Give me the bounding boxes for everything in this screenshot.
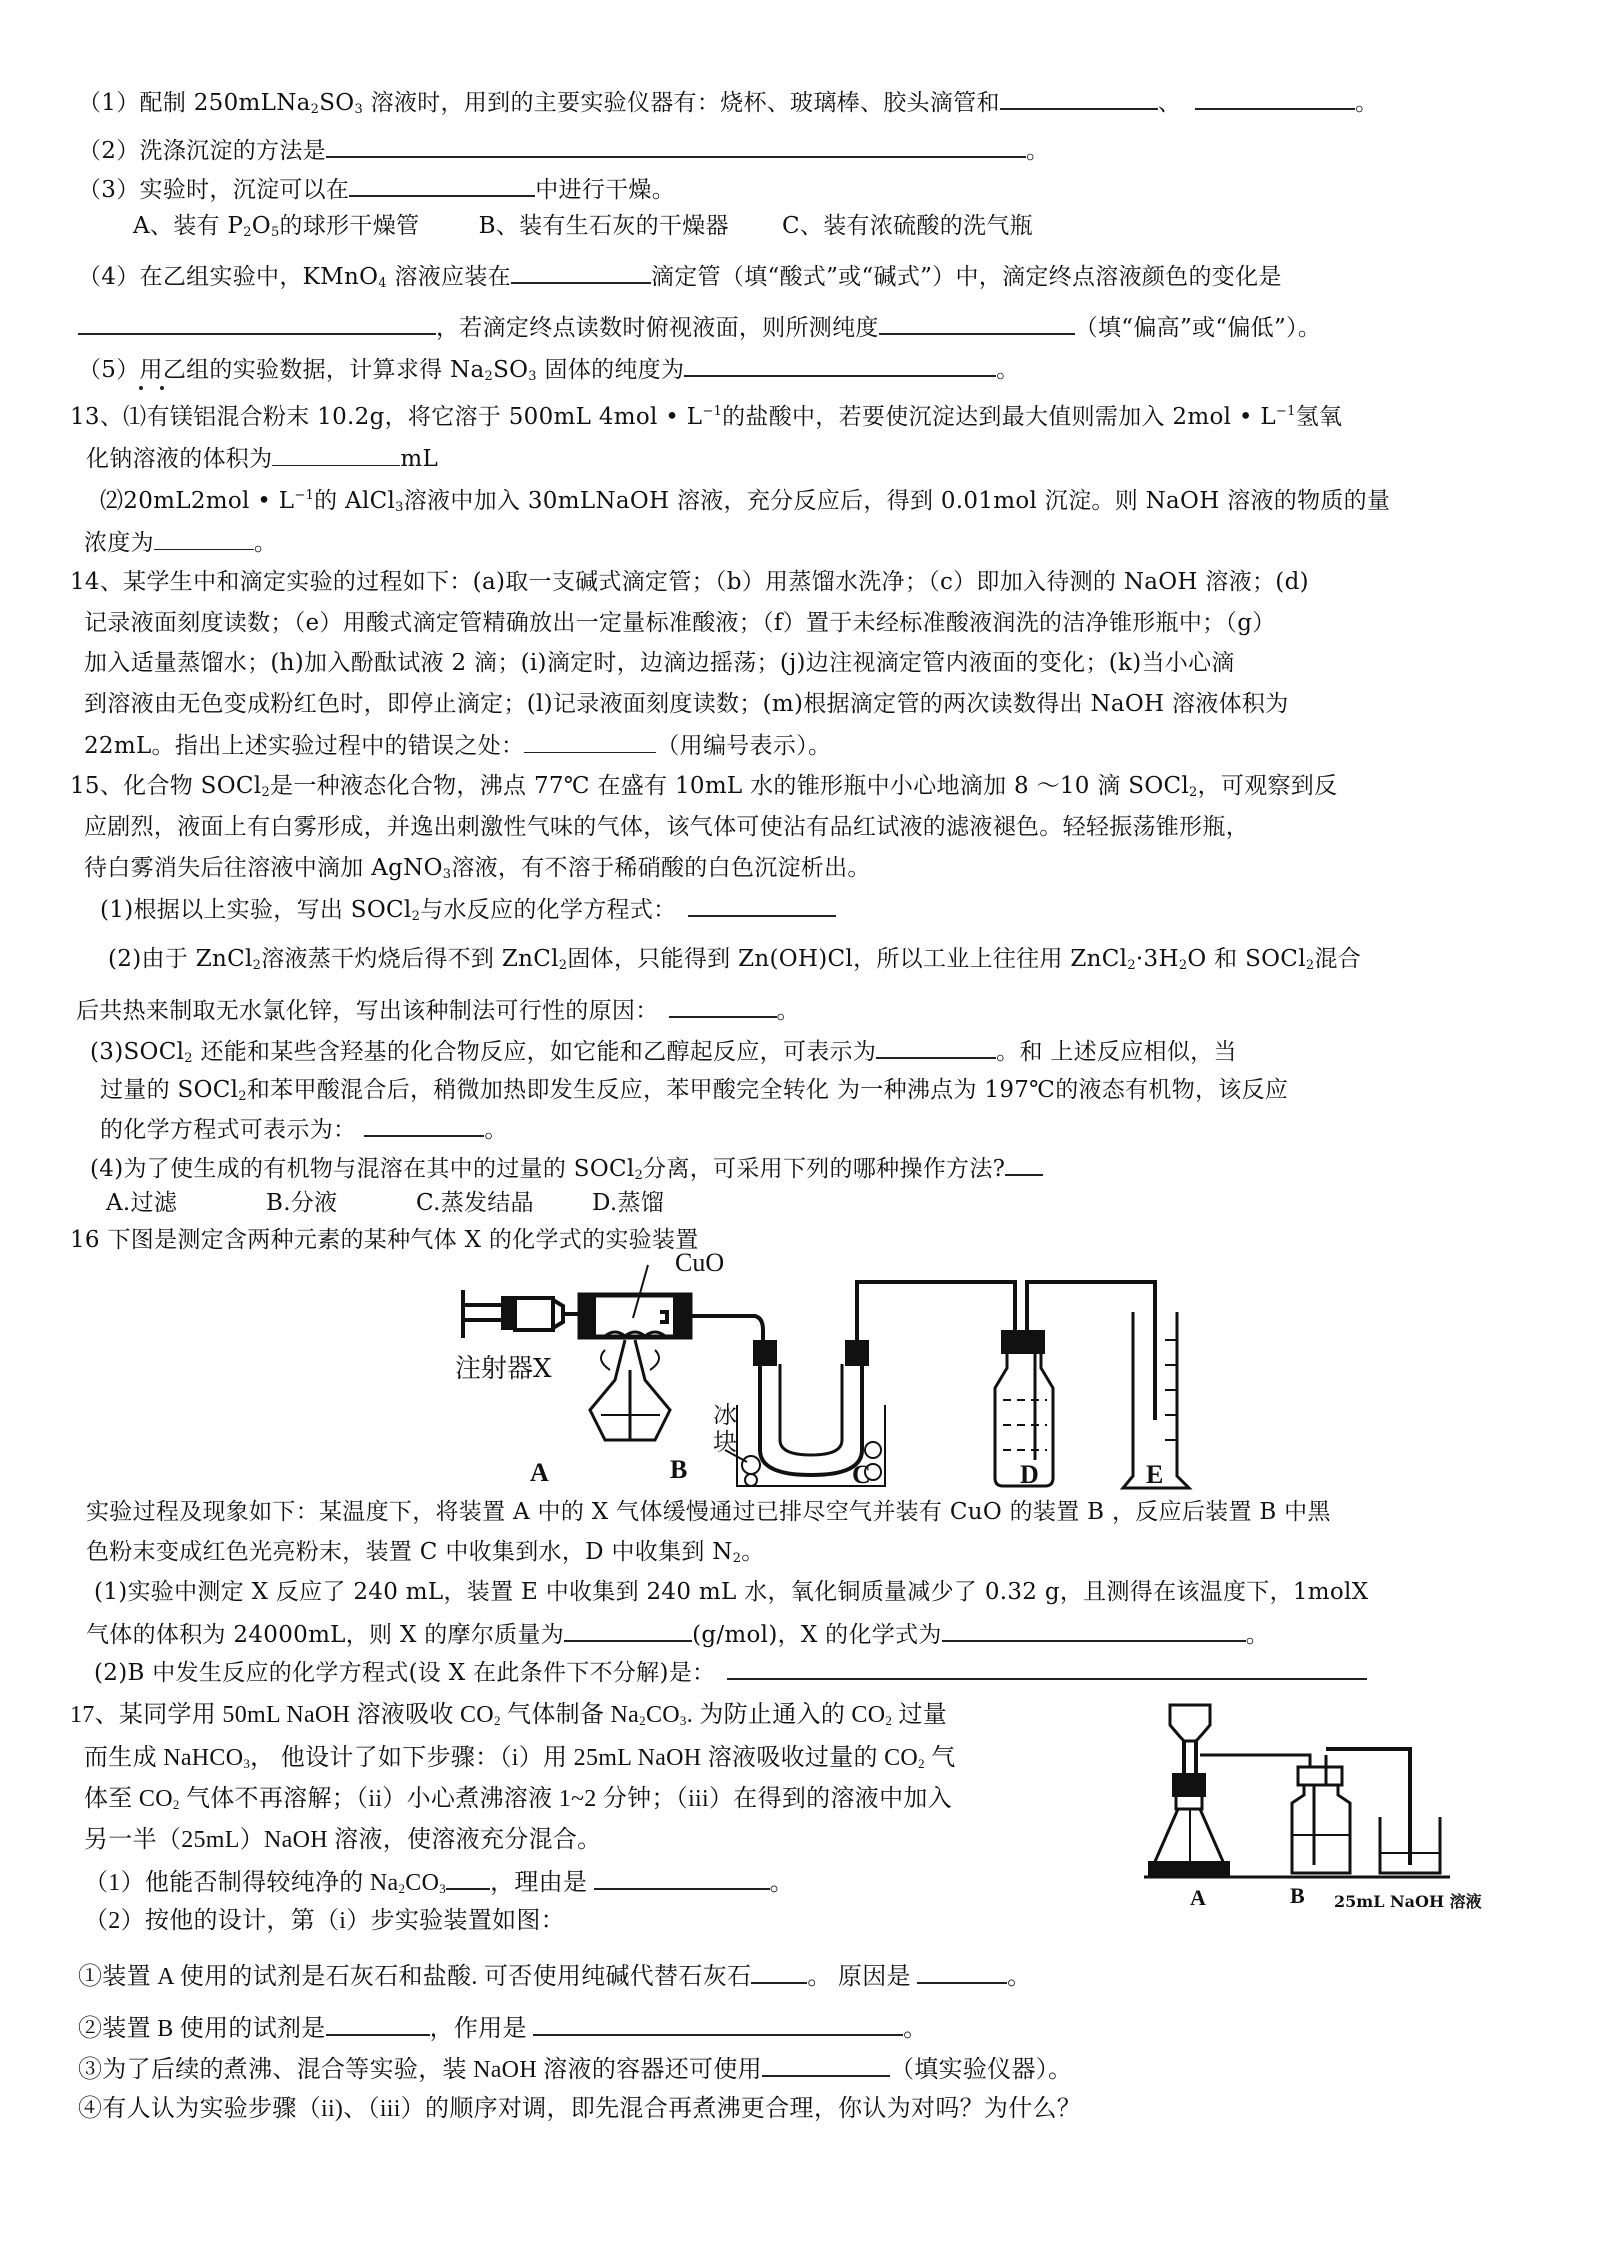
q12-part1 xyxy=(78,86,1378,118)
subscript: 2 xyxy=(1305,958,1315,973)
q12-part3 xyxy=(78,173,675,205)
subscript: 2 xyxy=(493,1713,501,1728)
subscript: 4 xyxy=(378,276,387,291)
q17-text: ①装置 A 使用的试剂是石灰石和盐酸. 可否使用纯碱代替石灰石 xyxy=(78,1964,752,1990)
q15-part2 xyxy=(108,944,1361,974)
answer-blank[interactable] xyxy=(762,2053,890,2077)
subscript: 2 xyxy=(261,785,271,800)
q17-sub2 xyxy=(78,2012,927,2044)
subscript: 2 xyxy=(243,225,252,240)
option-b[interactable]: B、装有生石灰的干燥器 xyxy=(478,213,729,239)
subscript: 2 xyxy=(1189,785,1198,800)
q17-text: （1）他能否制得较纯净的 Na xyxy=(84,1870,399,1896)
q14-line3: 加入适量蒸馏水；(h)加入酚酞试液 2 滴；(i)滴定时，边滴边摇荡；(j)边注视滴定管内液面的变化；(k)当小心滴 xyxy=(84,650,1235,676)
separator: 、 xyxy=(1157,90,1182,116)
q15-text: 溶液蒸干灼烧后得不到 ZnCl xyxy=(261,946,559,972)
subscript: 2 xyxy=(184,1051,193,1066)
q17-sub3 xyxy=(78,2053,1072,2085)
subscript: 3 xyxy=(679,1713,687,1728)
q17-text: CO xyxy=(645,1702,680,1728)
label-d: D xyxy=(1020,1460,1039,1489)
answer-blank[interactable] xyxy=(326,134,1026,158)
superscript: −1 xyxy=(702,404,723,419)
q17-part2: （2）按他的设计，第（i）步实验装置如图： xyxy=(84,1908,565,1934)
q15-text: ·3H xyxy=(1135,946,1179,972)
subscript: 2 xyxy=(398,1881,406,1896)
q13-text: 氢氧 xyxy=(1295,404,1343,430)
q16-text: 气体的体积为 24000mL，则 X 的摩尔质量为 xyxy=(86,1622,565,1648)
q15-text: 和苯甲酸混合后，稍微加热即发生反应，苯甲酸完全转化 为一种沸点为 197℃的液态有机物，该反应 xyxy=(246,1077,1289,1103)
subscript: 2 xyxy=(252,958,262,973)
answer-blank[interactable] xyxy=(524,730,656,753)
q15-part3-cont xyxy=(100,1075,1288,1105)
q15-text: 混合 xyxy=(1314,946,1362,972)
q17-text: CO xyxy=(405,1870,440,1896)
emphasis-dot xyxy=(160,386,164,390)
answer-blank[interactable] xyxy=(533,2012,903,2036)
q15-text: 15、化合物 SOCl xyxy=(70,773,262,799)
answer-blank[interactable] xyxy=(917,1960,1007,1984)
label-c: C xyxy=(852,1460,871,1489)
q17-text: 气体不再溶解；（ii）小心煮沸溶液 1~2 分钟；（iii）在得到的溶液中加入 xyxy=(179,1786,952,1812)
q17-text: ，作用是 xyxy=(429,2016,534,2042)
label-e: E xyxy=(1146,1460,1164,1489)
answer-blank[interactable] xyxy=(751,1960,807,1984)
q17-text: ③为了后续的煮沸、混合等实验，装 NaOH 溶液的容器还可使用 xyxy=(78,2057,762,2083)
subscript: 2 xyxy=(484,369,494,384)
q13-text: 的盐酸中，若要使沉淀达到最大值则需加入 2mol • L xyxy=(722,404,1276,430)
answer-blank[interactable] xyxy=(326,2012,430,2036)
q15-text: (4)为了使生成的有机物与混溶在其中的过量的 SOCl xyxy=(90,1156,635,1182)
q12-part1-text: SO xyxy=(319,90,355,116)
answer-blank[interactable] xyxy=(876,1035,996,1059)
q13-text: ⑵20mL2mol • L xyxy=(100,488,295,514)
q16-part1-cont xyxy=(86,1618,1269,1650)
q13-text: 13、⑴有镁铝混合粉末 10.2g，将它溶于 500mL 4mol • L xyxy=(70,404,703,430)
q15-part1 xyxy=(100,893,836,925)
period: 。 xyxy=(1025,138,1050,164)
answer-blank[interactable] xyxy=(511,260,651,284)
q15-text: O 和 SOCl xyxy=(1187,946,1306,972)
q15-text: (3)SOCl xyxy=(90,1039,185,1065)
unit: mL xyxy=(400,446,439,472)
q15-text: (1)根据以上实验，写出 SOCl xyxy=(100,897,412,923)
q12-part4-cont xyxy=(78,311,1321,343)
q12-part5-text: （5）用乙组的实验数据，计算求得 Na xyxy=(78,357,485,383)
q13-text: 溶液中加入 30mLNaOH 溶液，充分反应后，得到 0.01mol 沉淀。则 NaOH 溶液的物质的量 xyxy=(403,488,1391,514)
apparatus-figure-q16 xyxy=(455,1250,1195,1495)
q14-line4: 到溶液由无色变成粉红色时，即停止滴定；(l)记录液面刻度读数；(m)根据滴定管的两次读数得出 NaOH 溶液体积为 xyxy=(84,691,1289,717)
ice-label-2: 块 xyxy=(713,1428,737,1456)
answer-blank[interactable] xyxy=(594,1866,770,1890)
q17-line1 xyxy=(70,1700,947,1730)
answer-blank[interactable] xyxy=(684,353,996,377)
label-a: A xyxy=(530,1458,549,1487)
subscript: 3 xyxy=(395,500,404,515)
answer-blank[interactable] xyxy=(688,893,836,917)
q12-part5 xyxy=(78,353,1020,385)
q15-text: 后共热来制取无水氯化锌，写出该种制法可行性的原因： xyxy=(76,998,659,1024)
q15-text: ，可观察到反 xyxy=(1197,773,1338,799)
q15-text: 待白雾消失后往溶液中滴加 AgNO xyxy=(84,855,443,881)
subscript: 3 xyxy=(354,102,364,117)
period: 。 xyxy=(769,1870,794,1896)
subscript: 2 xyxy=(732,1551,742,1566)
subscript: 2 xyxy=(411,909,421,924)
q13-line2 xyxy=(86,443,438,474)
q17-line3 xyxy=(84,1784,952,1814)
q12-part4-text: 滴定管（填“酸式”或“碱式”）中，滴定终点溶液颜色的变化是 xyxy=(650,264,1282,290)
ice-label-1: 冰 xyxy=(713,1401,737,1429)
subscript: 2 xyxy=(634,1168,644,1183)
answer-blank[interactable] xyxy=(942,1618,1246,1642)
q14-line1: 14、某学生中和滴定实验的过程如下：(a)取一支碱式滴定管；（b）用蒸馏水洗净；（c）即加入待测的 NaOH 溶液；(d) xyxy=(70,569,1309,595)
answer-blank[interactable] xyxy=(669,994,777,1018)
q16-text: (g/mol)，X 的化学式为 xyxy=(692,1622,942,1648)
q14-line2: 记录液面刻度读数；（e）用酸式滴定管精确放出一定量标准酸液；（f）置于未经标准酸液润洗的洁净锥形瓶中；（g） xyxy=(84,610,1276,636)
q15-line3 xyxy=(84,853,871,883)
option-text: 的球形干燥管 xyxy=(279,213,420,239)
q17-text: 气 xyxy=(924,1745,956,1771)
option-c[interactable]: C.蒸发结晶 xyxy=(416,1190,534,1216)
subscript: 2 xyxy=(639,1713,646,1728)
option-text: O xyxy=(251,213,271,239)
answer-blank[interactable] xyxy=(564,1618,692,1642)
subscript: 3 xyxy=(442,867,452,882)
subscript: 2 xyxy=(310,102,320,117)
answer-blank[interactable] xyxy=(879,311,1075,335)
option-b[interactable]: B.分液 xyxy=(266,1190,338,1216)
superscript: −1 xyxy=(294,488,315,503)
q12-part5-text: 固体的纯度为 xyxy=(536,357,685,383)
q17-text: 过量 xyxy=(892,1702,948,1728)
subscript: 2 xyxy=(172,1797,180,1812)
apparatus-diagram xyxy=(455,1250,1195,1495)
q15-line2: 应剧烈，液面上有白雾形成，并逸出刺激性气味的气体，该气体可使沾有品红试液的滤液褪色。轻轻振荡锥形瓶， xyxy=(84,814,1249,840)
label-b: B xyxy=(1290,1883,1305,1908)
q12-part2 xyxy=(78,134,1049,166)
q17-sub1 xyxy=(78,1960,1031,1992)
q15-part4 xyxy=(90,1152,1043,1184)
emphasis-dot xyxy=(139,386,143,390)
option-a[interactable]: A.过滤 xyxy=(106,1190,178,1216)
q17-text: 气体制备 Na xyxy=(500,1702,640,1728)
q12-part5-text: SO xyxy=(493,357,529,383)
q15-text: (2)由于 ZnCl xyxy=(108,946,253,972)
q17-text: 17、某同学用 50mL NaOH 溶液吸收 CO xyxy=(70,1702,494,1728)
answer-blank[interactable] xyxy=(78,311,436,335)
answer-blank[interactable] xyxy=(1000,86,1158,110)
q16-title: 16 下图是测定含两种元素的某种气体 X 的化学式的实验装置 xyxy=(70,1227,699,1253)
answer-blank[interactable] xyxy=(272,443,400,466)
answer-blank[interactable] xyxy=(349,173,535,197)
q15-text: 溶液，有不溶于稀硝酸的白色沉淀析出。 xyxy=(451,855,871,881)
apparatus-figure-q17 xyxy=(1140,1695,1540,1925)
q13-line3 xyxy=(100,486,1390,516)
option-c[interactable]: C、装有浓硫酸的洗气瓶 xyxy=(782,213,1033,239)
answer-blank[interactable] xyxy=(446,1866,490,1890)
q17-text: 而生成 NaHCO xyxy=(84,1745,244,1771)
q15-text: 的化学方程式可表示为： xyxy=(100,1117,357,1143)
period: 。 xyxy=(253,530,278,556)
subscript: 2 xyxy=(238,1089,247,1104)
q17-part1 xyxy=(84,1866,794,1898)
q16-text: 色粉末变成红色光亮粉末，装置 C 中收集到水，D 中收集到 N xyxy=(86,1539,733,1565)
q16-part2 xyxy=(94,1656,1367,1688)
q13-text: 浓度为 xyxy=(84,530,154,556)
subscript: 2 xyxy=(558,958,568,973)
cuo-label: CuO xyxy=(675,1248,725,1277)
subscript: 3 xyxy=(243,1756,251,1771)
superscript: −1 xyxy=(1275,404,1296,419)
q12-part3-options xyxy=(133,211,1033,241)
q16-text: (2)B 中发生反应的化学方程式(设 X 在此条件下不分解)是： xyxy=(94,1660,716,1686)
q13-line4 xyxy=(84,527,277,558)
q15-text: 固体，只能得到 Zn(OH)Cl，所以工业上往往用 ZnCl xyxy=(567,946,1128,972)
q15-line1 xyxy=(70,771,1337,801)
q13-line1 xyxy=(70,402,1342,432)
label-a: A xyxy=(1190,1885,1206,1910)
q16-line2 xyxy=(86,1537,765,1567)
q14-line5 xyxy=(84,730,831,761)
q15-part3 xyxy=(90,1035,1237,1067)
q16-line1: 实验过程及现象如下：某温度下，将装置 A 中的 X 气体缓慢通过已排尽空气并装有 CuO 的装置 B ，反应后装置 B 中黑 xyxy=(86,1499,1331,1525)
q12-part2-text: （2）洗涤沉淀的方法是 xyxy=(78,138,326,164)
q13-text: 化钠溶液的体积为 xyxy=(86,446,273,472)
q17-text: （填实验仪器）。 xyxy=(889,2057,1073,2083)
q12-part1-text: （1）配制 250mLNa xyxy=(78,90,311,116)
q12-part4-text: ，若滴定终点读数时俯视液面，则所测纯度 xyxy=(436,315,879,341)
period: 。 xyxy=(1007,1964,1032,1990)
q15-part2-cont xyxy=(76,994,800,1026)
subscript: 2 xyxy=(1127,958,1136,973)
q13-text: 的 AlCl xyxy=(314,488,396,514)
period: 。 xyxy=(1245,1622,1269,1648)
q16-text: 。 xyxy=(741,1539,765,1565)
answer-blank[interactable] xyxy=(154,527,254,550)
period: 。 xyxy=(996,357,1020,383)
q12-part4-text: 溶液应装在 xyxy=(386,264,511,290)
q17-text: ，理由是 xyxy=(490,1870,594,1896)
beaker-caption: 25mL NaOH 溶液 xyxy=(1334,1892,1482,1911)
q17-text: 体至 CO xyxy=(84,1786,173,1812)
q15-text: 过量的 SOCl xyxy=(100,1077,239,1103)
q17-sub4: ④有人认为实验步骤（ii)、（iii）的顺序对调，即先混合再煮沸更合理，你认为对吗？为什么？ xyxy=(78,2096,1082,2122)
q12-part3-text: 中进行干燥。 xyxy=(535,177,676,203)
q15-text: 与水反应的化学方程式： xyxy=(420,897,677,923)
q12-part3-text: （3）实验时，沉淀可以在 xyxy=(78,177,350,203)
q12-part1-text: 溶液时，用到的主要实验仪器有：烧杯、玻璃棒、胶头滴管和 xyxy=(363,90,1000,116)
subscript: 2 xyxy=(885,1713,893,1728)
q15-part3-cont2 xyxy=(100,1113,508,1145)
q17-text: ， 他设计了如下步骤：（i）用 25mL NaOH 溶液吸收过量的 CO xyxy=(250,1745,919,1771)
q12-part4-text: （4）在乙组实验中，KMnO xyxy=(78,264,379,290)
q14-text: 22mL。指出上述实验过程中的错误之处： xyxy=(84,733,525,759)
answer-blank[interactable] xyxy=(1005,1152,1043,1176)
option-a[interactable] xyxy=(133,213,419,239)
q17-text: ②装置 B 使用的试剂是 xyxy=(78,2016,326,2042)
answer-blank[interactable] xyxy=(364,1113,484,1137)
q17-line4: 另一半（25mL）NaOH 溶液，使溶液充分混合。 xyxy=(84,1827,602,1853)
q17-text: 。 原因是 xyxy=(807,1964,918,1990)
q15-text: 。和 上述反应相似，当 xyxy=(996,1039,1237,1065)
period: 。 xyxy=(903,2016,928,2042)
period: 。 xyxy=(1355,90,1379,116)
answer-blank[interactable] xyxy=(727,1656,1367,1680)
q17-line2 xyxy=(84,1743,956,1773)
period: 。 xyxy=(484,1117,508,1143)
subscript: 3 xyxy=(528,369,537,384)
subscript: 3 xyxy=(439,1881,447,1896)
q15-text: 分离，可采用下列的哪种操作方法? xyxy=(643,1156,1006,1182)
option-d[interactable]: D.蒸馏 xyxy=(592,1190,665,1216)
answer-blank[interactable] xyxy=(1195,86,1355,110)
syringe-label: 注射器X xyxy=(455,1354,552,1384)
subscript: 5 xyxy=(270,225,280,240)
label-b: B xyxy=(670,1455,688,1484)
q12-part4-text: （填“偏高”或“偏低”）。 xyxy=(1074,315,1322,341)
subscript: 2 xyxy=(1178,958,1188,973)
q12-part4 xyxy=(78,260,1282,292)
q15-text: 是一种液态化合物，沸点 77℃ 在盛有 10mL 水的锥形瓶中小心地滴加 8 ～10 滴 SOCl xyxy=(270,773,1190,799)
q16-part1: (1)实验中测定 X 反应了 240 mL，装置 E 中收集到 240 mL 水，氧化铜质量减少了 0.32 g，且测得在该温度下，1molX xyxy=(94,1579,1369,1605)
q15-text: 还能和某些含羟基的化合物反应，如它能和乙醇起反应，可表示为 xyxy=(192,1039,877,1065)
q14-text: （用编号表示）。 xyxy=(656,733,832,759)
option-text: A、装有 P xyxy=(133,213,244,239)
q17-text: . 为防止通入的 CO xyxy=(686,1702,886,1728)
subscript: 2 xyxy=(918,1756,925,1771)
period: 。 xyxy=(776,998,800,1024)
